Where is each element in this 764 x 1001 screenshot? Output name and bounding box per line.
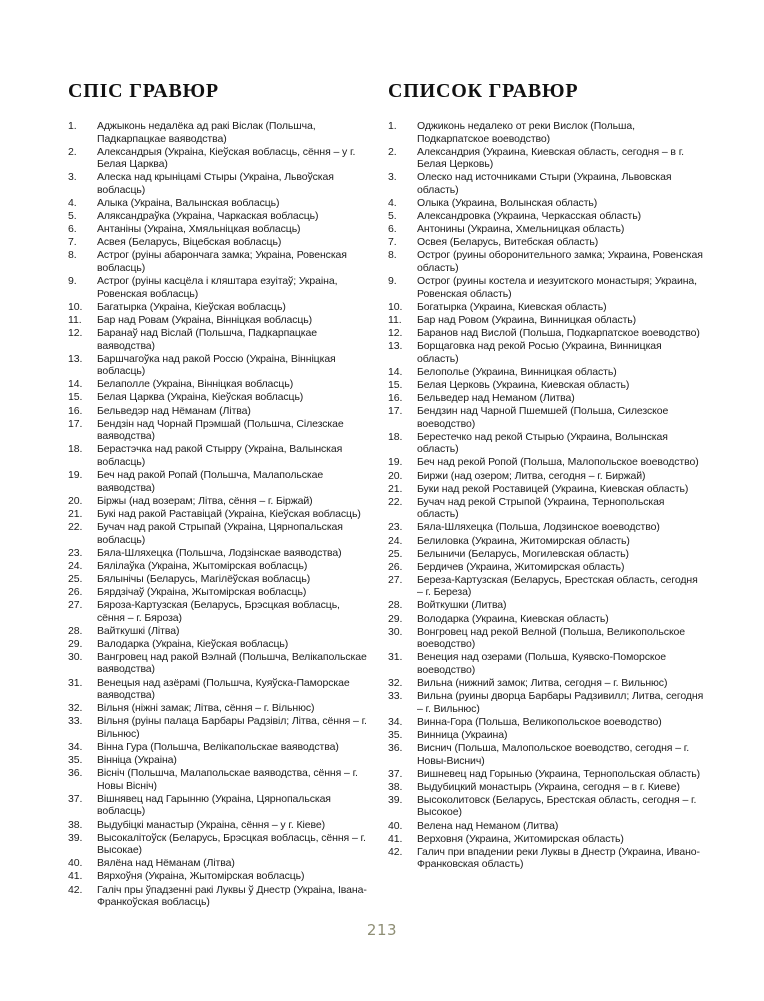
item-text: Бар над Ровом (Украина, Винницкая область) [417,313,637,326]
item-text: Богатырка (Украина, Киевская область) [417,300,607,313]
item-text: Вярхоўня (Украіна, Жытомірская вобласць) [97,870,305,883]
item-number: 3. [388,171,397,184]
list-item [68,870,369,883]
item-number: 28. [68,624,83,637]
item-text: Вялёна над Нёманам (Літва) [97,857,235,870]
list-item [388,366,704,379]
list-item [388,820,704,833]
list-item [68,599,369,624]
item-text: Вільня (ніжні замак; Літва, сёння – г. Вільнюс) [97,702,315,715]
item-number: 8. [68,249,77,262]
item-text: Высоколитовск (Беларусь, Брестская область, сегодня – г. Высокое) [417,793,697,819]
item-text: Вішнявец над Гарынню (Украіна, Цярнопальская вобласць) [97,792,331,818]
item-number: 27. [388,573,403,586]
item-text: Выдубіцкі манастыр (Украіна, сёння – у г. Кіеве) [97,818,325,831]
list-item [68,210,369,223]
item-number: 5. [68,210,77,223]
item-text: Беч над рекой Ропой (Польша, Малопольское воеводство) [417,456,699,469]
item-number: 19. [68,469,83,482]
item-text: Валодарка (Украіна, Кіеўская вобласць) [97,637,289,650]
item-number: 19. [388,456,403,469]
item-number: 10. [388,300,403,313]
item-text: Бялілаўка (Украіна, Жытомірская вобласць) [97,559,308,572]
list-item [68,702,369,715]
item-number: 14. [388,365,403,378]
item-number: 12. [68,327,83,339]
item-text: Баранаў над Віслай (Польшча, Падкарпацкае ваяводства) [97,327,318,352]
list-item [388,223,704,236]
item-number: 13. [68,352,83,365]
item-text: Береза-Картузская (Беларусь, Брестская область, сегодня – г. Береза) [417,573,698,599]
item-number: 42. [388,845,403,858]
item-number: 35. [68,754,83,767]
item-text: Вінна Гура (Польшча, Велікапольскае ваяводства) [97,741,339,753]
page-number: 213 [366,921,398,939]
item-number: 11. [388,313,402,326]
list-item [388,470,704,483]
item-number: 6. [68,223,77,236]
list-item [68,223,369,236]
item-number: 23. [68,546,83,559]
item-text: Олыка (Украина, Волынская область) [417,197,598,210]
item-number: 18. [388,430,403,443]
item-text: Багатырка (Украіна, Кіеўская вобласць) [97,300,286,313]
item-text: Верховня (Украина, Житомирская область) [417,832,624,845]
item-number: 34. [388,715,403,728]
item-number: 16. [68,404,83,417]
item-text: Виснич (Польша, Малопольское воеводство, сегодня – г. Новы-Виснич) [417,742,690,767]
item-text: Белаполле (Украіна, Вінніцкая вобласць) [97,378,294,391]
item-text: Вильна (руины дворца Барбары Радзивилл; Литва, сегодня – г. Вильнюс) [417,690,704,715]
item-text: Бучач над рекой Стрыпой (Украина, Тернопольская область) [417,495,665,521]
item-number: 23. [388,521,403,534]
list-item [388,561,704,574]
item-text: Антонины (Украина, Хмельницкая область) [417,223,625,236]
list-item [68,521,369,546]
item-text: Баршчагоўка над ракой Россю (Украіна, Вінніцкая вобласць) [97,352,336,378]
item-number: 9. [388,275,397,288]
item-text: Бярдзічаў (Украіна, Жытомірская вобласць) [97,585,307,598]
list-item [388,301,704,314]
item-text: Винница (Украина) [417,728,508,741]
item-text: Берастэчка над ракой Стырру (Украіна, Валынская вобласць) [97,443,343,468]
item-number: 20. [388,469,403,482]
list-item [68,819,369,832]
list-item [68,353,369,378]
list-item [68,573,369,586]
item-text: Белая Царква (Украіна, Кіеўская вобласць) [97,391,304,404]
list-item [68,418,369,443]
list-item [388,379,704,392]
item-text: Алеска над крыніцамі Стыры (Украіна, Львоўская вобласць) [97,171,334,196]
list-item [68,378,369,391]
item-number: 39. [388,793,403,806]
list-item [68,767,369,792]
item-number: 20. [68,494,83,507]
list-item [68,560,369,573]
list-item [388,210,704,223]
item-number: 3. [68,171,77,184]
item-text: Белиловка (Украина, Житомирская область) [417,534,630,547]
item-number: 21. [68,507,83,520]
item-text: Баранов над Вислой (Польша, Подкарпатское воеводство) [417,327,700,339]
item-number: 13. [388,340,403,353]
item-number: 25. [68,572,83,585]
item-number: 38. [68,818,83,831]
column-title-russian: СПИСОК ГРАВЮР [388,80,579,102]
list-item [68,832,369,857]
item-number: 27. [68,598,83,611]
item-text: Бельведэр над Нёманам (Літва) [97,404,251,417]
item-text: Борщаговка над рекой Росью (Украина, Винницкая область) [417,340,662,365]
list-item [68,638,369,651]
item-text: Асвея (Беларусь, Віцебская вобласць) [97,236,282,249]
item-number: 22. [68,520,83,533]
list-item [388,742,704,767]
column-russian [388,80,704,909]
item-number: 10. [68,300,83,313]
item-text: Бердичев (Украина, Житомирская область) [417,560,625,573]
item-text: Бар над Ровам (Украіна, Вінніцкая вобласць) [97,313,313,326]
list-item [388,690,704,715]
list-item [388,431,704,456]
list-item [388,392,704,405]
list-item [68,884,369,909]
item-text: Бучач над ракой Стрыпай (Украіна, Цярнопальская вобласць) [97,520,343,546]
item-number: 28. [388,599,403,612]
item-text: Венеция над озерами (Польша, Куявско-Поморское воеводство) [417,651,666,676]
list-item [388,405,704,430]
item-text: Высокалітоўск (Беларусь, Брэсцкая вобласць, сёння – г. Высокае) [97,831,366,857]
item-number: 36. [388,742,403,754]
list-item [388,171,704,196]
item-text: Антаніны (Украіна, Хмяльніцкая вобласць) [97,223,301,236]
item-number: 12. [388,327,403,339]
list-item [68,443,369,468]
item-text: Александрыя (Украіна, Кіеўская вобласць, сёння – у г. Белая Царква) [97,145,356,171]
item-number: 40. [388,819,403,832]
list-item [68,741,369,754]
item-text: Вангровец над ракой Вэлнай (Польшча, Велікапольскае ваяводства) [97,650,367,676]
list-item [388,599,704,612]
item-number: 16. [388,391,403,404]
item-text: Белополье (Украина, Винницкая область) [417,365,617,378]
engravings-list-belarusian [68,120,369,909]
list-item [388,120,704,145]
list-item [68,547,369,560]
list-item [68,327,369,352]
list-item [68,857,369,870]
item-number: 36. [68,767,83,780]
list-item [68,391,369,404]
item-text: Биржи (над озером; Литва, сегодня – г. Биржай) [417,469,646,482]
item-number: 17. [68,417,83,430]
item-text: Острог (руины костела и иезуитского монастыря; Украина, Ровенская область) [417,275,697,300]
item-number: 32. [388,677,403,690]
item-number: 42. [68,883,83,896]
item-text: Острог (руины оборонительного замка; Украина, Ровенская область) [417,249,703,275]
list-item [388,846,704,871]
item-text: Белая Церковь (Украина, Киевская область) [417,378,630,391]
list-item [68,236,369,249]
item-text: Галич при впадении реки Луквы в Днестр (Украина, Ивано-Франковская область) [417,845,700,871]
list-item [388,249,704,274]
list-item [388,833,704,846]
item-number: 5. [388,210,397,223]
item-text: Алыка (Украіна, Валынская вобласць) [97,197,280,210]
item-text: Оджиконь недалеко от реки Вислок (Польша, Подкарпатское воеводство) [417,120,635,145]
item-text: Вонгровец над рекой Велной (Польша, Великопольское воеводство) [417,625,686,651]
list-item [388,613,704,626]
item-number: 38. [388,780,403,793]
item-number: 31. [388,651,403,664]
item-number: 14. [68,378,83,391]
list-item [388,651,704,676]
item-text: Астрог (руіны касцёла і кляштара езуітаў; Украіна, Ровенская вобласць) [97,275,338,300]
item-text: Венецыя над азёрамі (Польшча, Куяўска-Паморскае ваяводства) [97,676,350,702]
item-number: 1. [68,120,77,132]
item-number: 2. [68,145,77,158]
list-item [388,197,704,210]
item-text: Букі над ракой Раставіцай (Украіна, Кіеўская вобласць) [97,507,361,520]
item-text: Винна-Гора (Польша, Великопольское воеводство) [417,715,662,728]
item-text: Войткушки (Литва) [417,599,507,612]
item-text: Вінніца (Украіна) [97,754,177,767]
list-item [68,301,369,314]
item-number: 4. [388,197,397,210]
item-number: 41. [388,832,403,845]
item-text: Вишневец над Горынью (Украина, Тернопольская область) [417,767,701,780]
list-item [68,120,369,145]
list-item [68,314,369,327]
item-number: 15. [68,391,83,404]
list-item [388,521,704,534]
item-number: 32. [68,702,83,715]
item-text: Олеско над источниками Стыри (Украина, Львовская область) [417,171,672,196]
item-text: Буки над рекой Роставицей (Украина, Киевская область) [417,482,689,495]
list-item [68,715,369,740]
item-text: Астрог (руіны абарончага замка; Украіна, Ровенская вобласць) [97,249,347,275]
list-item [388,677,704,690]
item-text: Вісніч (Польшча, Малапольскае ваяводства, сёння – г. Новы Вісніч) [97,767,358,792]
item-text: Александровка (Украина, Черкасская область) [417,210,642,223]
list-item [68,677,369,702]
item-text: Володарка (Украина, Киевская область) [417,612,609,625]
list-item [388,535,704,548]
list-item [388,574,704,599]
item-number: 21. [388,482,403,495]
item-text: Бяла-Шляхецка (Польша, Лодзинское воеводство) [417,521,660,534]
item-text: Вильна (нижний замок; Литва, сегодня – г. Вильнюс) [417,677,668,690]
list-item [68,146,369,171]
item-text: Выдубицкий монастырь (Украина, сегодня – в г. Киеве) [417,780,680,793]
list-item [388,729,704,742]
item-text: Беч над ракой Ропай (Польшча, Малапольскае ваяводства) [97,469,324,494]
item-number: 37. [388,767,403,780]
list-item [388,483,704,496]
list-item [388,626,704,651]
item-number: 26. [388,560,403,573]
item-number: 33. [388,690,403,703]
item-number: 11. [68,313,82,326]
list-item [388,314,704,327]
item-text: Александрия (Украина, Киевская область, сегодня – в г. Белая Церковь) [417,145,684,171]
item-number: 37. [68,792,83,805]
list-item [68,171,369,196]
item-text: Аджыконь недалёка ад ракі Віслак (Польшча, Падкарпацкае ваяводства) [97,120,316,145]
item-number: 30. [68,650,83,663]
list-item [68,793,369,818]
item-number: 4. [68,197,77,210]
list-item [68,651,369,676]
item-number: 25. [388,547,403,560]
item-number: 22. [388,495,403,508]
item-number: 8. [388,249,397,262]
list-item [388,496,704,521]
item-text: Бяла-Шляхецка (Польшча, Лодзінскае ваяводства) [97,546,342,559]
item-text: Галіч пры ўпадзенні ракі Луквы ў Днестр (Украіна, Івана-Франкоўская вобласць) [97,883,367,909]
list-item [68,197,369,210]
list-item [68,508,369,521]
list-item [68,625,369,638]
list-item [388,716,704,729]
item-text: Аляксандраўка (Украіна, Чаркаская вобласць) [97,210,319,223]
item-text: Бендзін над Чорнай Прэмшай (Польшча, Сілезскае ваяводства) [97,417,344,443]
item-number: 33. [68,715,83,728]
item-number: 9. [68,275,77,288]
column-belarusian [68,80,369,909]
item-text: Освея (Беларусь, Витебская область) [417,236,599,249]
list-item [388,146,704,171]
item-number: 26. [68,585,83,598]
item-text: Велена над Неманом (Литва) [417,819,559,832]
list-item [388,327,704,340]
list-item [388,768,704,781]
item-number: 2. [388,145,397,158]
item-text: Вільня (руіны палаца Барбары Радзівіл; Літва, сёння – г. Вільнюс) [97,715,367,740]
item-text: Вайткушкі (Літва) [97,624,180,637]
item-text: Белыничи (Беларусь, Могилевская область) [417,547,629,560]
engravings-list-russian [388,120,704,871]
list-item [68,405,369,418]
item-number: 31. [68,676,83,689]
item-number: 7. [388,236,397,249]
list-item [68,469,369,494]
list-item [68,495,369,508]
item-number: 15. [388,378,403,391]
list-item [68,754,369,767]
list-item [388,340,704,365]
item-number: 24. [68,559,83,572]
item-number: 18. [68,443,83,456]
item-number: 1. [388,120,397,132]
item-number: 7. [68,236,77,249]
item-text: Бендзин над Чарной Пшемшей (Польша, Силезское воеводство) [417,405,669,430]
item-text: Бялынічы (Беларусь, Магілёўская вобласць) [97,572,311,585]
list-item [388,781,704,794]
engravings-columns [68,80,704,909]
item-number: 39. [68,831,83,844]
item-number: 35. [388,728,403,741]
item-number: 41. [68,870,83,883]
item-number: 17. [388,405,403,418]
item-number: 29. [388,612,403,625]
item-number: 6. [388,223,397,236]
item-text: Бельведер над Неманом (Литва) [417,391,575,404]
list-item [68,586,369,599]
item-text: Берестечко над рекой Стырью (Украина, Волынская область) [417,430,668,456]
item-text: Біржы (над возерам; Літва, сёння – г. Біржай) [97,494,313,507]
list-item [388,456,704,469]
item-number: 29. [68,637,83,650]
list-item [388,275,704,300]
item-number: 30. [388,625,403,638]
list-item [388,794,704,819]
column-title-belarusian: СПІС ГРАВЮР [68,80,219,102]
item-text: Бяроза-Картузская (Беларусь, Брэсцкая вобласць, сёння – г. Бяроза) [97,598,340,624]
item-number: 40. [68,857,83,870]
list-item [68,249,369,274]
item-number: 24. [388,534,403,547]
list-item [388,236,704,249]
list-item [388,548,704,561]
item-number: 34. [68,741,83,753]
list-item [68,275,369,300]
